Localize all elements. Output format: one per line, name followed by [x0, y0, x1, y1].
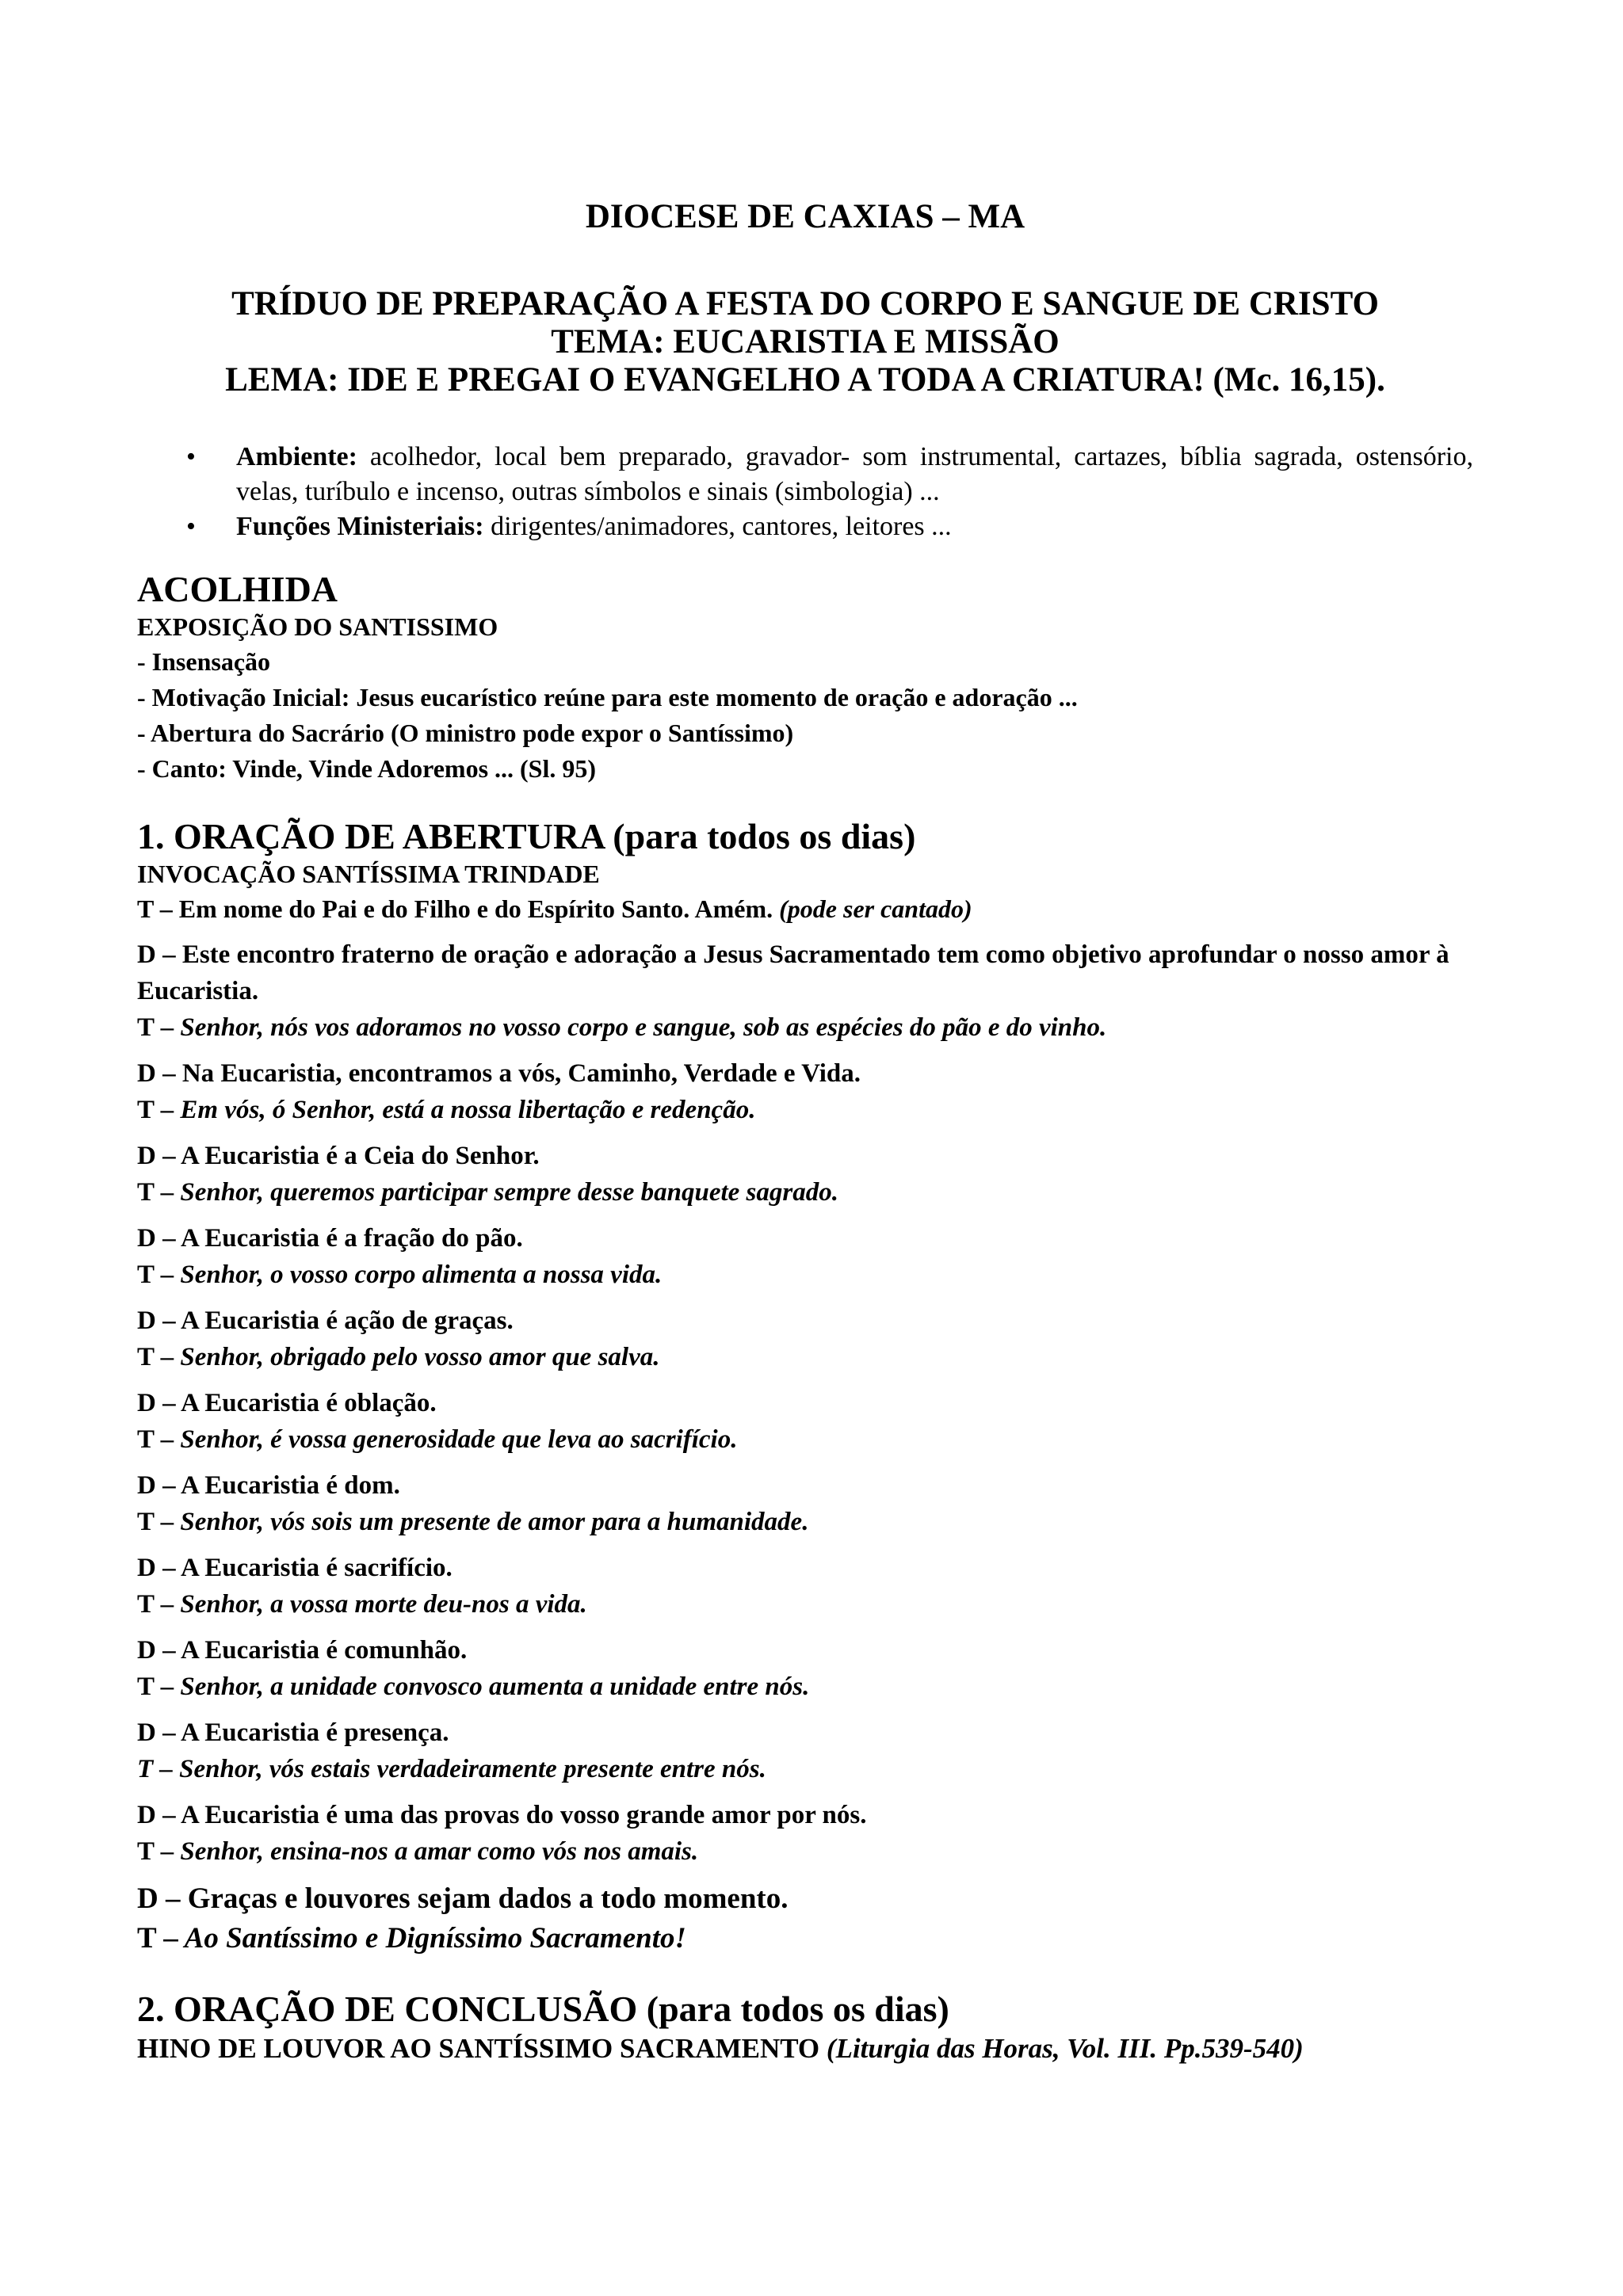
- todos-line: [137, 1751, 1473, 1787]
- todos-line: [137, 1833, 1473, 1870]
- todos-lead: T –: [137, 1837, 174, 1866]
- dialogue-pair: [137, 1714, 1473, 1787]
- invocation-note: (pode ser cantado): [773, 894, 972, 923]
- section1-heading: 1. ORAÇÃO DE ABERTURA (para todos os dias): [137, 816, 916, 856]
- dirigente-line: D – Graças e louvores sejam dados a todo momento.: [137, 1882, 789, 1915]
- dirigente-line: D – Na Eucaristia, encontramos a vós, Caminho, Verdade e Vida.: [137, 1059, 861, 1088]
- acolhida-section: [137, 569, 1473, 787]
- acolhida-line: - Canto: Vinde, Vinde Adoremos ... (Sl. 95): [137, 754, 597, 783]
- todos-lead: T –: [137, 1672, 174, 1701]
- bullet-label: Funções Ministeriais:: [236, 512, 484, 541]
- dirigente-line: D – A Eucaristia é a Ceia do Senhor.: [137, 1142, 540, 1170]
- dirigente-line: D – A Eucaristia é sacrifício.: [137, 1554, 453, 1582]
- dialogue-pair: [137, 1220, 1473, 1293]
- bullet-icon: •: [186, 512, 196, 541]
- todos-lead: T –: [137, 1096, 174, 1124]
- bullet-list: [137, 440, 1473, 544]
- dirigente-line: D – A Eucaristia é comunhão.: [137, 1636, 468, 1665]
- dialogue-pair: [137, 936, 1473, 1046]
- todos-text: Senhor, o vosso corpo alimenta a nossa vida.: [174, 1261, 663, 1289]
- todos-text: Em vós, ó Senhor, está a nossa libertação e redenção.: [174, 1096, 756, 1124]
- todos-lead: T –: [137, 1590, 174, 1619]
- todos-line: [137, 1174, 1473, 1211]
- todos-text: Senhor, nós vos adoramos no vosso corpo e sangue, sob as espécies do pão e do vinho.: [174, 1013, 1107, 1042]
- dialogue-pair: [137, 1797, 1473, 1870]
- acolhida-line: - Motivação Inicial: Jesus eucarístico reúne para este momento de oração e adoração ...: [137, 683, 1078, 711]
- section-abertura: [137, 816, 1473, 1958]
- dirigente-line: D – A Eucaristia é ação de graças.: [137, 1306, 514, 1335]
- todos-text: Senhor, é vossa generosidade que leva ao sacrifício.: [174, 1425, 738, 1454]
- bullet-icon: •: [186, 442, 196, 471]
- hymn-reference: (Liturgia das Horas, Vol. III. Pp.539-540): [819, 2033, 1304, 2064]
- todos-text: Senhor, ensina-nos a amar como vós nos amais.: [174, 1837, 699, 1866]
- dialogue-pair: [137, 1055, 1473, 1128]
- todos-lead: T –: [137, 1508, 174, 1536]
- todos-line: [137, 1092, 1473, 1128]
- list-item: [137, 440, 1473, 509]
- dialogue-pair: [137, 1467, 1473, 1540]
- triduo-title: TRÍDUO DE PREPARAÇÃO A FESTA DO CORPO E SANGUE DE CRISTO: [231, 285, 1379, 322]
- todos-text: Senhor, a vossa morte deu-nos a vida.: [174, 1590, 587, 1619]
- todos-line: [137, 1009, 1473, 1046]
- dirigente-line: D – A Eucaristia é presença.: [137, 1718, 449, 1747]
- section-conclusao: [137, 1989, 1473, 2067]
- tema-line: TEMA: EUCARISTIA E MISSÃO: [551, 323, 1060, 360]
- invocation-line: [137, 891, 1473, 927]
- hymn-title: HINO DE LOUVOR AO SANTÍSSIMO SACRAMENTO: [137, 2033, 820, 2064]
- dialogue-pair: [137, 1385, 1473, 1458]
- lema-line: LEMA: IDE E PREGAI O EVANGELHO A TODA A CRIATURA! (Mc. 16,15).: [225, 361, 1385, 399]
- title-block: [137, 285, 1473, 399]
- dialogue-list: [137, 936, 1473, 1870]
- todos-line: [137, 1421, 1473, 1458]
- final-dialogue-pair: [137, 1879, 1473, 1958]
- todos-lead: T –: [137, 1343, 174, 1371]
- dialogue-pair: [137, 1138, 1473, 1211]
- hymn-line: [137, 2030, 1473, 2067]
- dirigente-line: D – A Eucaristia é dom.: [137, 1471, 400, 1500]
- todos-lead: T –: [137, 1013, 174, 1042]
- todos-line: [137, 1504, 1473, 1540]
- todos-text: Senhor, obrigado pelo vosso amor que salva.: [174, 1343, 660, 1371]
- exposicao-heading: EXPOSIÇÃO DO SANTISSIMO: [137, 612, 498, 641]
- acolhida-line: - Abertura do Sacrário (O ministro pode expor o Santíssimo): [137, 719, 794, 747]
- invocation-text: T – Em nome do Pai e do Filho e do Espírito Santo. Amém.: [137, 894, 773, 923]
- dialogue-pair: [137, 1302, 1473, 1375]
- todos-line: [137, 1257, 1473, 1293]
- bullet-text: acolhedor, local bem preparado, gravador- som instrumental, cartazes, bíblia sagrada, ostensório, velas, turíbulo e incenso, outras símbolos e sinais (simbologia) ...: [236, 442, 1473, 506]
- dialogue-pair: [137, 1632, 1473, 1705]
- todos-line: [137, 1919, 1473, 1958]
- dirigente-line: D – A Eucaristia é a fração do pão.: [137, 1224, 523, 1253]
- dirigente-line: D – A Eucaristia é uma das provas do vosso grande amor por nós.: [137, 1801, 867, 1829]
- todos-text: Senhor, queremos participar sempre desse banquete sagrado.: [174, 1178, 838, 1207]
- todos-line: [137, 1339, 1473, 1375]
- list-item: [137, 509, 1473, 544]
- todos-text: Ao Santíssimo e Digníssimo Sacramento!: [178, 1922, 686, 1955]
- todos-lead: T –: [137, 1261, 174, 1289]
- todos-text: Senhor, a unidade convosco aumenta a unidade entre nós.: [174, 1672, 810, 1701]
- todos-lead: T –: [137, 1425, 174, 1454]
- dialogue-pair: [137, 1550, 1473, 1623]
- todos-text: T – Senhor, vós estais verdadeiramente presente entre nós.: [137, 1755, 766, 1783]
- bullet-text: dirigentes/animadores, cantores, leitores ...: [483, 512, 952, 541]
- todos-lead: T –: [137, 1178, 174, 1207]
- section1-subheading: INVOCAÇÃO SANTÍSSIMA TRINDADE: [137, 860, 600, 888]
- bullet-label: Ambiente:: [236, 442, 357, 471]
- diocese-title: DIOCESE DE CAXIAS – MA: [585, 198, 1025, 235]
- todos-line: [137, 1586, 1473, 1623]
- acolhida-line: - Insensação: [137, 647, 271, 676]
- dirigente-line: D – Este encontro fraterno de oração e adoração a Jesus Sacramentado tem como objetivo aprofundar o nosso amor à Eucaristia.: [137, 940, 1449, 1005]
- todos-text: Senhor, vós sois um presente de amor para a humanidade.: [174, 1508, 809, 1536]
- dirigente-line: D – A Eucaristia é oblação.: [137, 1389, 437, 1417]
- acolhida-heading: ACOLHIDA: [137, 569, 338, 609]
- section2-heading: 2. ORAÇÃO DE CONCLUSÃO (para todos os dias): [137, 1989, 949, 2029]
- todos-line: [137, 1669, 1473, 1705]
- todos-lead: T –: [137, 1922, 178, 1955]
